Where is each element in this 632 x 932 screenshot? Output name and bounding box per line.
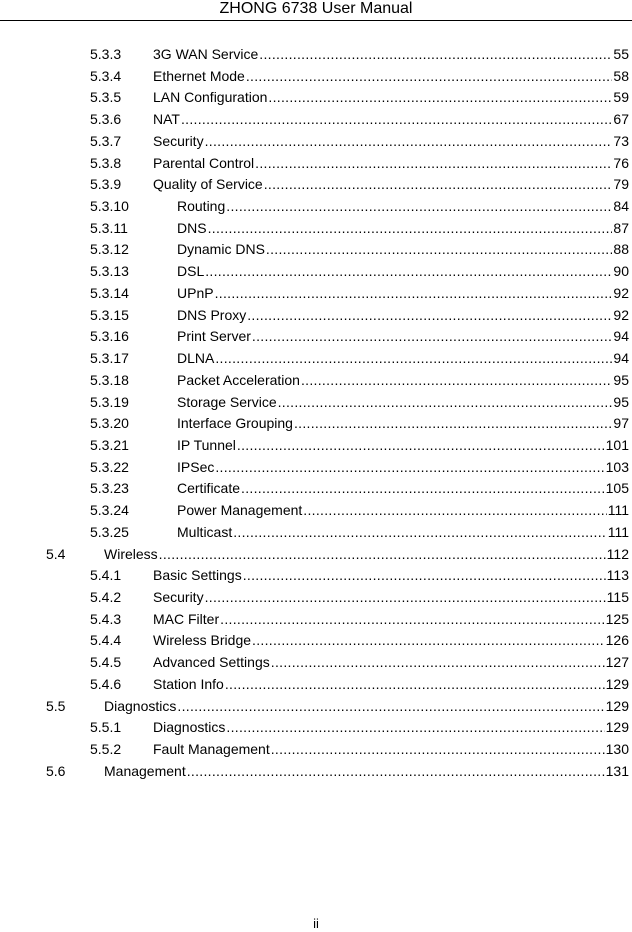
toc-entry[interactable] [0,478,632,500]
toc-entry-title[interactable]: DNS Proxy [177,306,247,323]
toc-entry-number: 5.3.12 [90,241,129,258]
toc-entry-line [177,457,629,478]
toc-entry-line [177,261,629,282]
toc-entry-number: 5.3.15 [90,306,129,323]
dot-leader [220,609,605,630]
toc-entry-page: 111 [607,502,629,519]
toc-entry-title[interactable]: Diagnostics [104,697,177,714]
toc-entry-title[interactable]: Routing [177,198,226,215]
toc-entry-page: 59 [613,89,629,106]
toc-entry[interactable] [0,109,632,131]
toc-entry-line [153,44,629,65]
toc-entry[interactable] [0,565,632,587]
toc-entry[interactable] [0,761,632,783]
toc-entry[interactable] [0,283,632,305]
toc-entry-line [153,87,629,108]
dot-leader [252,326,613,347]
toc-entry-number: 5.3.20 [90,415,129,432]
dot-leader [181,109,612,130]
toc-entry-title[interactable]: IP Tunnel [177,436,236,453]
toc-entry-line [177,218,629,239]
page-number: ii [313,916,319,931]
toc-entry-title[interactable]: Interface Grouping [177,415,293,432]
toc-entry-title[interactable]: Basic Settings [153,567,242,584]
toc-entry-number: 5.3.5 [90,89,122,106]
toc-entry-line [153,66,629,87]
toc-entry-page: 95 [613,393,629,410]
dot-leader [243,565,606,586]
dot-leader [226,717,604,738]
toc-entry[interactable] [0,587,632,609]
toc-entry-number: 5.3.14 [90,284,129,301]
toc-entry[interactable] [0,717,632,739]
toc-entry-line [177,326,629,347]
toc-entry-line [177,196,629,217]
toc-entry[interactable] [0,87,632,109]
dot-leader [303,500,606,521]
toc-entry-line [153,565,629,586]
toc-entry[interactable] [0,261,632,283]
toc-entry-title[interactable]: DSL [177,263,205,280]
toc-entry[interactable] [0,218,632,240]
toc-entry-line [104,696,629,717]
toc-entry-number: 5.4.6 [90,675,122,692]
toc-entry[interactable] [0,348,632,370]
toc-entry-number: 5.5 [46,697,66,714]
toc-entry[interactable] [0,326,632,348]
dot-leader [177,696,604,717]
toc-entry-page: 101 [605,436,629,453]
dot-leader [205,131,613,152]
toc-entry-line [153,587,629,608]
toc-entry[interactable] [0,153,632,175]
toc-entry[interactable] [0,652,632,674]
toc-entry-title[interactable]: NAT [153,111,180,128]
toc-entry-title[interactable]: IPSec [177,458,215,475]
toc-entry[interactable] [0,131,632,153]
toc-entry-title[interactable]: Power Management [177,502,303,519]
toc-entry-line [153,674,629,695]
dot-leader [233,522,606,543]
toc-entry-line [177,522,629,543]
dot-leader [241,478,605,499]
toc-entry-line [104,544,629,565]
toc-entry[interactable] [0,674,632,696]
toc-entry-title[interactable]: Security [153,588,204,605]
toc-entry[interactable] [0,500,632,522]
toc-entry[interactable] [0,239,632,261]
dot-leader [301,370,612,391]
toc-entry-number: 5.3.3 [90,46,122,62]
toc-entry-number: 5.3.10 [90,198,129,215]
toc-entry-page: 87 [613,219,629,236]
toc-entry-title[interactable]: Print Server [177,328,251,345]
toc-entry-title[interactable]: Multicast [177,523,233,540]
toc-entry-page: 97 [613,415,629,432]
dot-leader [187,761,605,782]
toc-entry-title[interactable]: Ethernet Mode [153,67,245,84]
toc-entry[interactable] [0,370,632,392]
toc-entry-line [177,500,629,521]
toc-entry-title[interactable]: Fault Management [153,741,270,757]
toc-entry-page: 58 [613,67,629,84]
dot-leader [255,153,612,174]
toc-entry-line [153,131,629,152]
toc-entry[interactable] [0,413,632,435]
dot-leader [215,348,612,369]
dot-leader [208,218,613,239]
page-header [0,0,632,21]
toc-entry-title[interactable]: 3G WAN Service [153,46,259,62]
dot-leader [266,239,613,260]
toc-entry-page: 125 [605,610,629,627]
toc-entry-page: 111 [607,523,629,540]
toc-entry-line [177,305,629,326]
toc-entry[interactable] [0,739,632,761]
toc-entry-number: 5.3.6 [90,111,122,128]
toc-entry-number: 5.4 [46,545,66,562]
toc-entry-title[interactable]: LAN Configuration [153,89,268,106]
toc-entry[interactable] [0,522,632,544]
toc-entry-title[interactable]: Advanced Settings [153,654,270,671]
toc-entry[interactable] [0,609,632,631]
toc-entry-page: 131 [605,762,629,779]
dot-leader [225,674,605,695]
toc-entry-number: 5.3.17 [90,350,129,367]
toc-entry-page: 94 [613,350,629,367]
toc-entry-page: 103 [605,458,629,475]
toc-entry-title[interactable]: Station Info [153,675,224,692]
toc-entry-title[interactable]: Dynamic DNS [177,241,265,258]
toc-entry-number: 5.4.4 [90,632,122,649]
toc-entry-number: 5.3.9 [90,176,122,193]
toc-entry-number: 5.4.5 [90,654,122,671]
toc-entry-number: 5.3.7 [90,132,122,149]
toc-entry-page: 130 [605,741,629,757]
toc-entry-number: 5.3.22 [90,458,129,475]
toc-entry-number: 5.3.21 [90,436,129,453]
toc-entry-number: 5.4.2 [90,588,122,605]
toc-entry-page: 112 [606,545,629,562]
toc-entry-number: 5.4.1 [90,567,122,584]
toc-entry-number: 5.3.23 [90,480,129,497]
toc-entry-page: 88 [613,241,629,258]
toc-entry-number: 5.3.18 [90,371,129,388]
toc-entry-line [177,413,629,434]
toc-entry-page: 95 [613,371,629,388]
dot-leader [271,739,605,760]
toc-entry[interactable] [0,174,632,196]
dot-leader [278,392,613,413]
toc-entry-line [153,153,629,174]
dot-leader [215,283,613,304]
toc-entry-page: 79 [613,176,629,193]
toc-entry-number: 5.3.19 [90,393,129,410]
toc-entry-page: 115 [606,588,629,605]
toc-entry[interactable] [0,435,632,457]
toc-entry-line [104,761,629,782]
toc-entry-title[interactable]: DNS [177,219,207,236]
toc-entry-page: 76 [613,154,629,171]
toc-entry-line [153,717,629,738]
toc-entry-page: 129 [605,675,629,692]
toc-entry-line [177,370,629,391]
toc-entry-number: 5.3.25 [90,523,129,540]
toc-entry-number: 5.3.4 [90,67,122,84]
toc-entry-number: 5.5.1 [90,719,122,736]
toc-entry-page: 129 [605,697,629,714]
dot-leader [205,587,606,608]
toc-entry-page: 105 [605,480,629,497]
toc-entry-line [177,478,629,499]
dot-leader [215,457,604,478]
toc-entry-page: 84 [613,198,629,215]
toc-entry-page: 126 [605,632,629,649]
toc-entry-number: 5.4.3 [90,610,122,627]
toc-entry-title[interactable]: DLNA [177,350,215,367]
toc-entry-number: 5.3.16 [90,328,129,345]
toc-entry-title[interactable]: MAC Filter [153,610,220,627]
toc-entry-number: 5.5.2 [90,741,122,757]
dot-leader [252,630,605,651]
toc-entry-title[interactable]: Certificate [177,480,241,497]
toc-entry-page: 67 [613,111,629,128]
table-of-contents [0,44,632,782]
toc-entry-line [153,739,629,760]
dot-leader [205,261,612,282]
toc-entry-page: 90 [613,263,629,280]
toc-entry-line [177,239,629,260]
page-footer [0,917,632,931]
toc-entry-title[interactable]: UPnP [177,284,214,301]
toc-entry-page: 94 [613,328,629,345]
toc-entry[interactable] [0,544,632,566]
toc-entry-line [153,652,629,673]
toc-entry-title[interactable]: Wireless [104,545,158,562]
toc-entry-title[interactable]: Management [104,762,186,779]
dot-leader [237,435,605,456]
toc-entry-line [153,109,629,130]
toc-entry-number: 5.3.24 [90,502,129,519]
toc-entry[interactable] [0,696,632,718]
dot-leader [247,305,612,326]
toc-entry-number: 5.3.13 [90,263,129,280]
toc-entry[interactable] [0,392,632,414]
toc-entry-line [177,283,629,304]
toc-entry-line [177,348,629,369]
dot-leader [246,66,613,87]
toc-entry[interactable] [0,630,632,652]
toc-entry-title[interactable]: Wireless Bridge [153,632,252,649]
dot-leader [268,87,612,108]
dot-leader [259,44,612,65]
toc-entry-title[interactable]: Storage Service [177,393,277,410]
dot-leader [294,413,612,434]
toc-entry[interactable] [0,305,632,327]
toc-entry-title[interactable]: Diagnostics [153,719,226,736]
toc-entry-page: 129 [605,719,629,736]
toc-entry[interactable] [0,196,632,218]
dot-leader [226,196,612,217]
toc-entry-page: 113 [606,567,629,584]
toc-entry-page: 92 [613,306,629,323]
toc-entry-number: 5.3.8 [90,154,122,171]
toc-entry-page: 127 [605,654,629,671]
dot-leader [264,174,613,195]
toc-entry[interactable] [0,44,632,66]
dot-leader [271,652,605,673]
toc-entry-line [177,435,629,456]
toc-entry-number: 5.6 [46,762,66,779]
toc-entry[interactable] [0,457,632,479]
toc-entry-title[interactable]: Quality of Service [153,176,263,193]
toc-entry-line [153,609,629,630]
toc-entry-line [153,630,629,651]
toc-entry-number: 5.3.11 [90,219,128,236]
dot-leader [159,544,606,565]
toc-entry[interactable] [0,66,632,88]
toc-entry-title[interactable]: Parental Control [153,154,255,171]
toc-entry-page: 73 [613,132,629,149]
toc-entry-title[interactable]: Packet Acceleration [177,371,300,388]
toc-entry-page: 55 [613,46,629,62]
toc-entry-line [177,392,629,413]
toc-entry-line [153,174,629,195]
document-title: ZHONG 6738 User Manual [219,0,413,17]
toc-entry-page: 92 [613,284,629,301]
toc-entry-title[interactable]: Security [153,132,204,149]
